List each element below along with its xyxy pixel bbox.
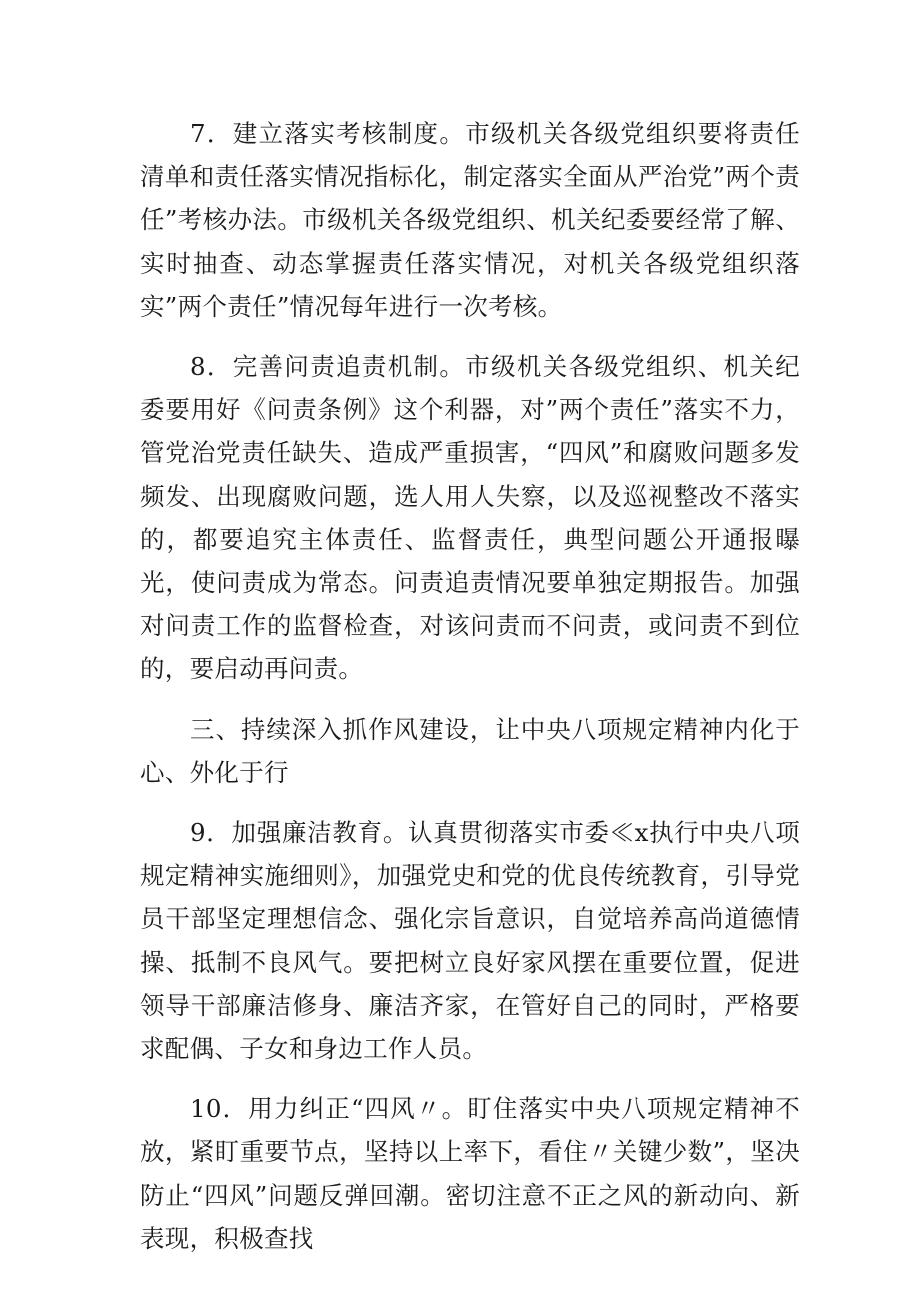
- paragraph-item-7: 7．建立落实考核制度。市级机关各级党组织要将责任清单和责任落实情况指标化，制定落实全面从严治党”两个责任”考核办法。市级机关各级党组织、机关纪委要经常了解、实时抽查、动态掌握责任落实情况，对机关各级党组织落实”两个责任”情况每年进行一次考核。: [140, 119, 800, 321]
- document-body: [140, 112, 800, 1277]
- paragraph-item-10: 10．用力纠正“四风〃。盯住落实中央八项规定精神不放，紧盯重要节点，坚持以上率下，看住〃关键少数”，坚决防止“四风”问题反弹回潮。密切注意不正之风的新动向、新表现，积极查找: [140, 1094, 800, 1253]
- section-heading-3: 三、持续深入抓作风建设，让中央八项规定精神内化于心、外化于行: [140, 714, 800, 787]
- paragraph-item-8: 8．完善问责追责机制。市级机关各级党组织、机关纪委要用好《问责条例》这个利器，对”两个责任”落实不力，管党治党责任缺失、造成严重损害，“四风”和腐败问题多发频发、出现腐败问题，选人用人失察，以及巡视整改不落实的，都要追究主体责任、监督责任，典型问题公开通报曝光，使问责成为常态。问责追责情况要单独定期报告。加强对问责工作的监督检查，对该问责而不问责，或问责不到位的，要启动再问责。: [140, 352, 800, 684]
- paragraph-item-9: 9．加强廉洁教育。认真贯彻落实市委≪x执行中央八项规定精神实施细则》，加强党史和党的优良传统教育，引导党员干部坚定理想信念、强化宗旨意识，自觉培养高尚道德情操、抵制不良风气。要把树立良好家风摆在重要位置，促进领导干部廉洁修身、廉洁齐家，在管好自己的同时，严格要求配偶、子女和身边工作人员。: [140, 818, 800, 1064]
